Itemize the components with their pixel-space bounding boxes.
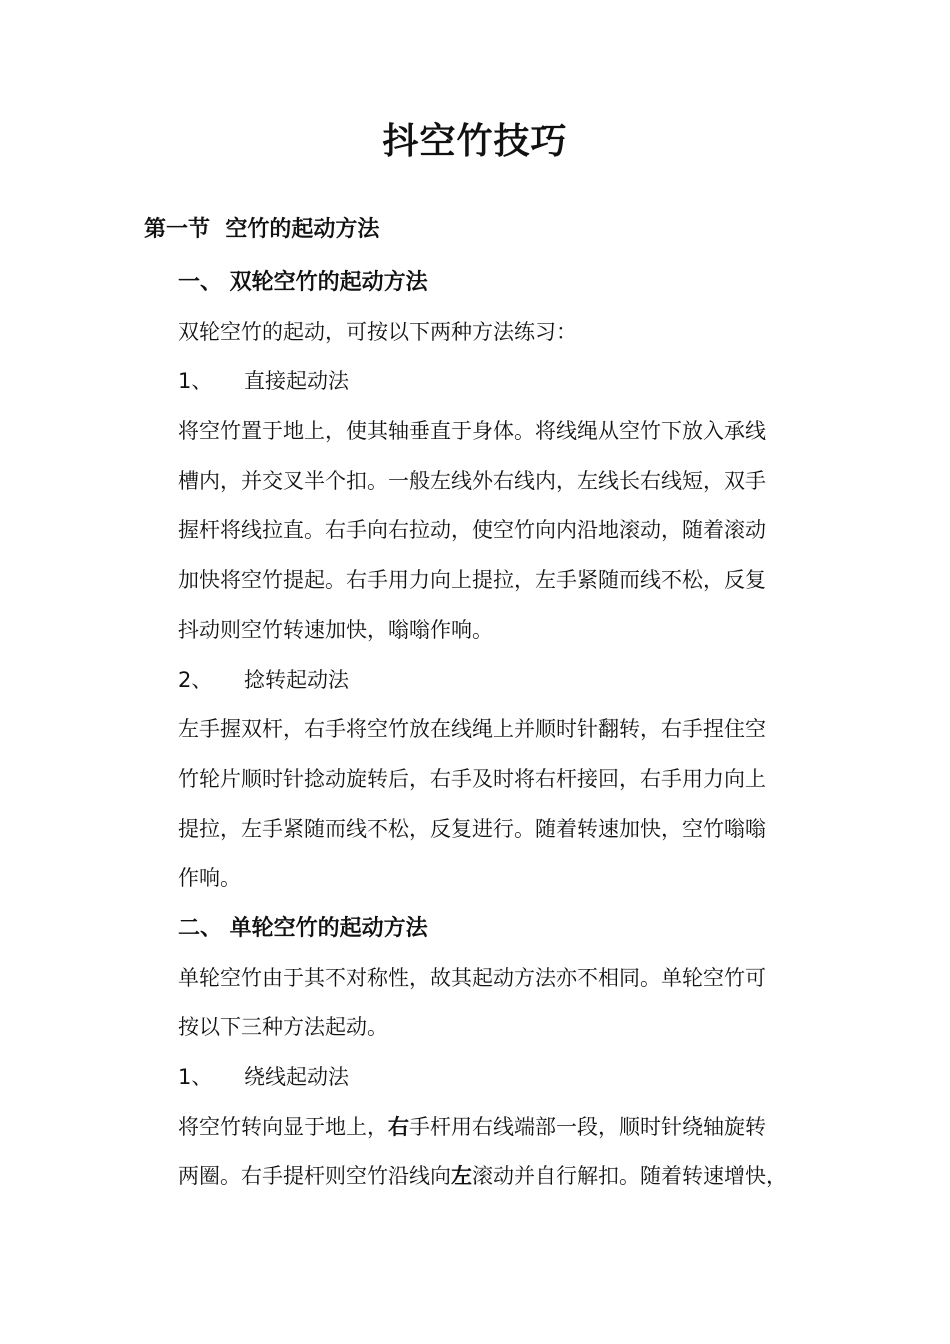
item-label: 绕线起动法 [244, 1065, 349, 1089]
subsection-heading: 二、 单轮空竹的起动方法 [178, 915, 428, 941]
section-heading: 第一节 空竹的起动方法 [144, 217, 380, 242]
emphasis-text: 右 [388, 1114, 409, 1139]
paragraph-line: 左手握双杆，右手将空竹放在线绳上并顺时针翻转，右手捏住空 [178, 717, 766, 742]
paragraph-line: 加快将空竹提起。右手用力向上提拉，左手紧随而线不松，反复 [178, 568, 766, 593]
paragraph-line: 抖动则空竹转速加快，嗡嗡作响。 [178, 617, 493, 642]
paragraph-line: 竹轮片顺时针捻动旋转后，右手及时将右杆接回，右手用力向上 [178, 766, 766, 791]
emphasis-text: 左 [451, 1164, 472, 1189]
item-number: 1、 [178, 1065, 213, 1089]
item-number: 1、 [178, 369, 213, 394]
paragraph-line: 双轮空竹的起动，可按以下两种方法练习： [178, 319, 577, 344]
paragraph-line: 将空竹置于地上，使其轴垂直于身体。将线绳从空竹下放入承线 [178, 419, 766, 444]
list-item [178, 1053, 818, 1103]
paragraph-line [178, 1103, 818, 1153]
document-body [178, 258, 818, 1202]
paragraph-line [178, 1152, 818, 1202]
paragraph-line: 单轮空竹由于其不对称性，故其起动方法亦不相同。单轮空竹可 [178, 965, 766, 990]
list-item [178, 656, 818, 706]
text-run: 滚动并自行解扣。随着转速增快， [472, 1164, 787, 1189]
item-label: 捻转起动法 [244, 667, 349, 692]
paragraph-line: 握杆将线拉直。右手向右拉动，使空竹向内沿地滚动，随着滚动 [178, 518, 766, 543]
item-label: 直接起动法 [244, 369, 349, 394]
paragraph-line: 提拉，左手紧随而线不松，反复进行。随着转速加快，空竹嗡嗡 [178, 816, 766, 841]
item-number: 2、 [178, 667, 213, 692]
text-run: 将空竹转向显于地上， [178, 1114, 388, 1139]
paragraph-line: 作响。 [178, 866, 241, 891]
text-run: 两圈。右手提杆则空竹沿线向 [178, 1164, 451, 1189]
paragraph-line: 槽内，并交叉半个扣。一般左线外右线内，左线长右线短，双手 [178, 468, 766, 493]
list-item [178, 357, 818, 407]
paragraph-line: 按以下三种方法起动。 [178, 1015, 388, 1040]
subsection-heading: 一、 双轮空竹的起动方法 [178, 270, 428, 295]
document-title: 抖空竹技巧 [382, 121, 568, 162]
text-run: 手杆用右线端部一段，顺时针绕轴旋转 [409, 1114, 766, 1139]
